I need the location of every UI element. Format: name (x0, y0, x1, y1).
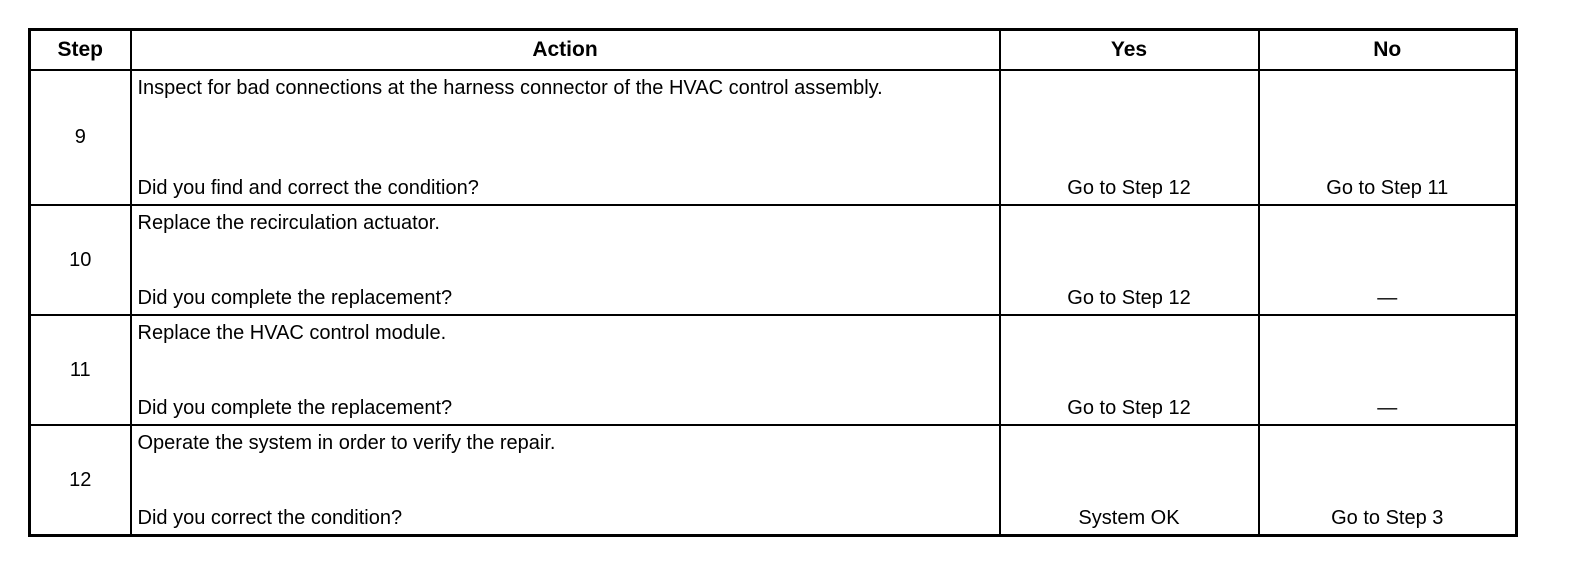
table-row (30, 425, 1517, 536)
action-cell (131, 315, 1000, 425)
diagnostic-table (28, 28, 1518, 537)
yes-result: System OK (1000, 425, 1259, 536)
action-instruction: Replace the HVAC control module. (137, 322, 447, 344)
no-result: Go to Step 11 (1259, 70, 1517, 205)
yes-result: Go to Step 12 (1000, 315, 1259, 425)
action-question: Did you correct the condition? (137, 507, 403, 529)
table-row (30, 70, 1517, 205)
no-result: — (1259, 315, 1517, 425)
yes-result: Go to Step 12 (1000, 205, 1259, 315)
action-instruction: Operate the system in order to verify the repair. (137, 432, 556, 454)
step-number: 12 (30, 425, 131, 536)
step-number: 9 (30, 70, 131, 205)
action-instruction: Inspect for bad connections at the harness connector of the HVAC control assembly. (137, 77, 883, 99)
table-header-row (30, 30, 1517, 71)
header-step: Step (30, 30, 131, 71)
step-number: 11 (30, 315, 131, 425)
no-result: — (1259, 205, 1517, 315)
table-row (30, 205, 1517, 315)
header-action: Action (131, 30, 1000, 71)
action-question: Did you complete the replacement? (137, 397, 453, 419)
action-cell (131, 70, 1000, 205)
action-question: Did you find and correct the condition? (137, 177, 479, 199)
table-row (30, 315, 1517, 425)
action-cell (131, 205, 1000, 315)
header-no: No (1259, 30, 1517, 71)
step-number: 10 (30, 205, 131, 315)
yes-result: Go to Step 12 (1000, 70, 1259, 205)
no-result: Go to Step 3 (1259, 425, 1517, 536)
action-instruction: Replace the recirculation actuator. (137, 212, 440, 234)
header-yes: Yes (1000, 30, 1259, 71)
action-question: Did you complete the replacement? (137, 287, 453, 309)
action-cell (131, 425, 1000, 536)
